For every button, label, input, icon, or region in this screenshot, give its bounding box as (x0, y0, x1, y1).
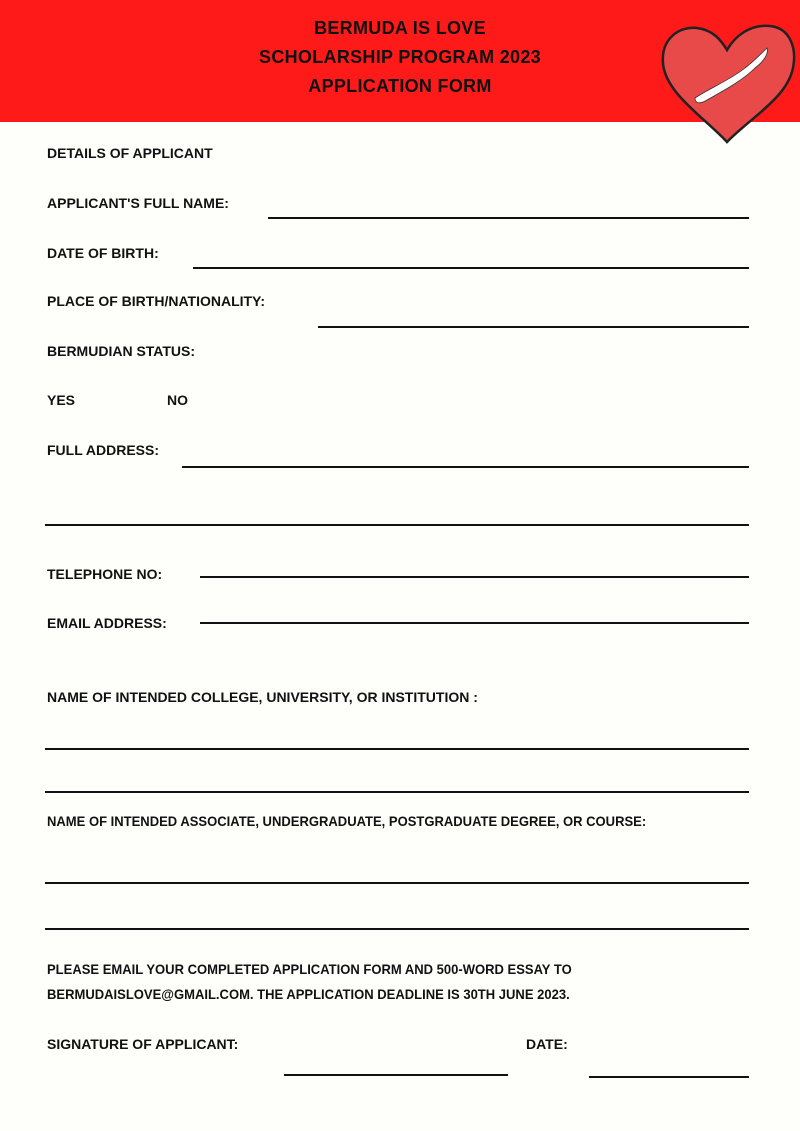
no-option[interactable]: NO (167, 392, 188, 408)
address-label: FULL ADDRESS: (47, 442, 159, 458)
email-label: EMAIL ADDRESS: (47, 615, 167, 631)
instructions-line-1: PLEASE EMAIL YOUR COMPLETED APPLICATION FORM AND 500-WORD ESSAY TO (47, 961, 572, 977)
title-line-2: SCHOLARSHIP PROGRAM 2023 (259, 47, 541, 67)
date-label: DATE: (526, 1036, 568, 1052)
place-label: PLACE OF BIRTH/NATIONALITY: (47, 293, 266, 309)
title-line-1: BERMUDA IS LOVE (314, 18, 486, 38)
address-field-1[interactable] (182, 466, 749, 468)
college-label: NAME OF INTENDED COLLEGE, UNIVERSITY, OR INSTITUTION : (47, 689, 478, 705)
degree-field-2[interactable] (45, 928, 749, 930)
dob-field[interactable] (193, 267, 749, 269)
telephone-field[interactable] (200, 576, 749, 578)
degree-field-1[interactable] (45, 882, 749, 884)
address-field-2[interactable] (45, 524, 749, 526)
place-field[interactable] (318, 326, 749, 328)
date-field[interactable] (589, 1076, 749, 1078)
heart-logo-icon (655, 18, 800, 148)
signature-label: SIGNATURE OF APPLICANT: (47, 1036, 239, 1052)
full-name-field[interactable] (268, 217, 749, 219)
college-field-2[interactable] (45, 791, 749, 793)
title-line-3: APPLICATION FORM (308, 76, 492, 96)
section-title: DETAILS OF APPLICANT (47, 145, 213, 161)
dob-label: DATE OF BIRTH: (47, 245, 159, 261)
yes-option[interactable]: YES (47, 392, 76, 408)
telephone-label: TELEPHONE NO: (47, 566, 163, 582)
degree-label: NAME OF INTENDED ASSOCIATE, UNDERGRADUATE, POSTGRADUATE DEGREE, OR COURSE: (47, 813, 647, 829)
instructions-line-2: BERMUDAISLOVE@GMAIL.COM. THE APPLICATION DEADLINE IS 30TH JUNE 2023. (47, 986, 570, 1002)
full-name-label: APPLICANT'S FULL NAME: (47, 195, 229, 211)
college-field-1[interactable] (45, 748, 749, 750)
email-field[interactable] (200, 622, 749, 624)
status-label: BERMUDIAN STATUS: (47, 343, 196, 359)
signature-field[interactable] (284, 1074, 508, 1076)
